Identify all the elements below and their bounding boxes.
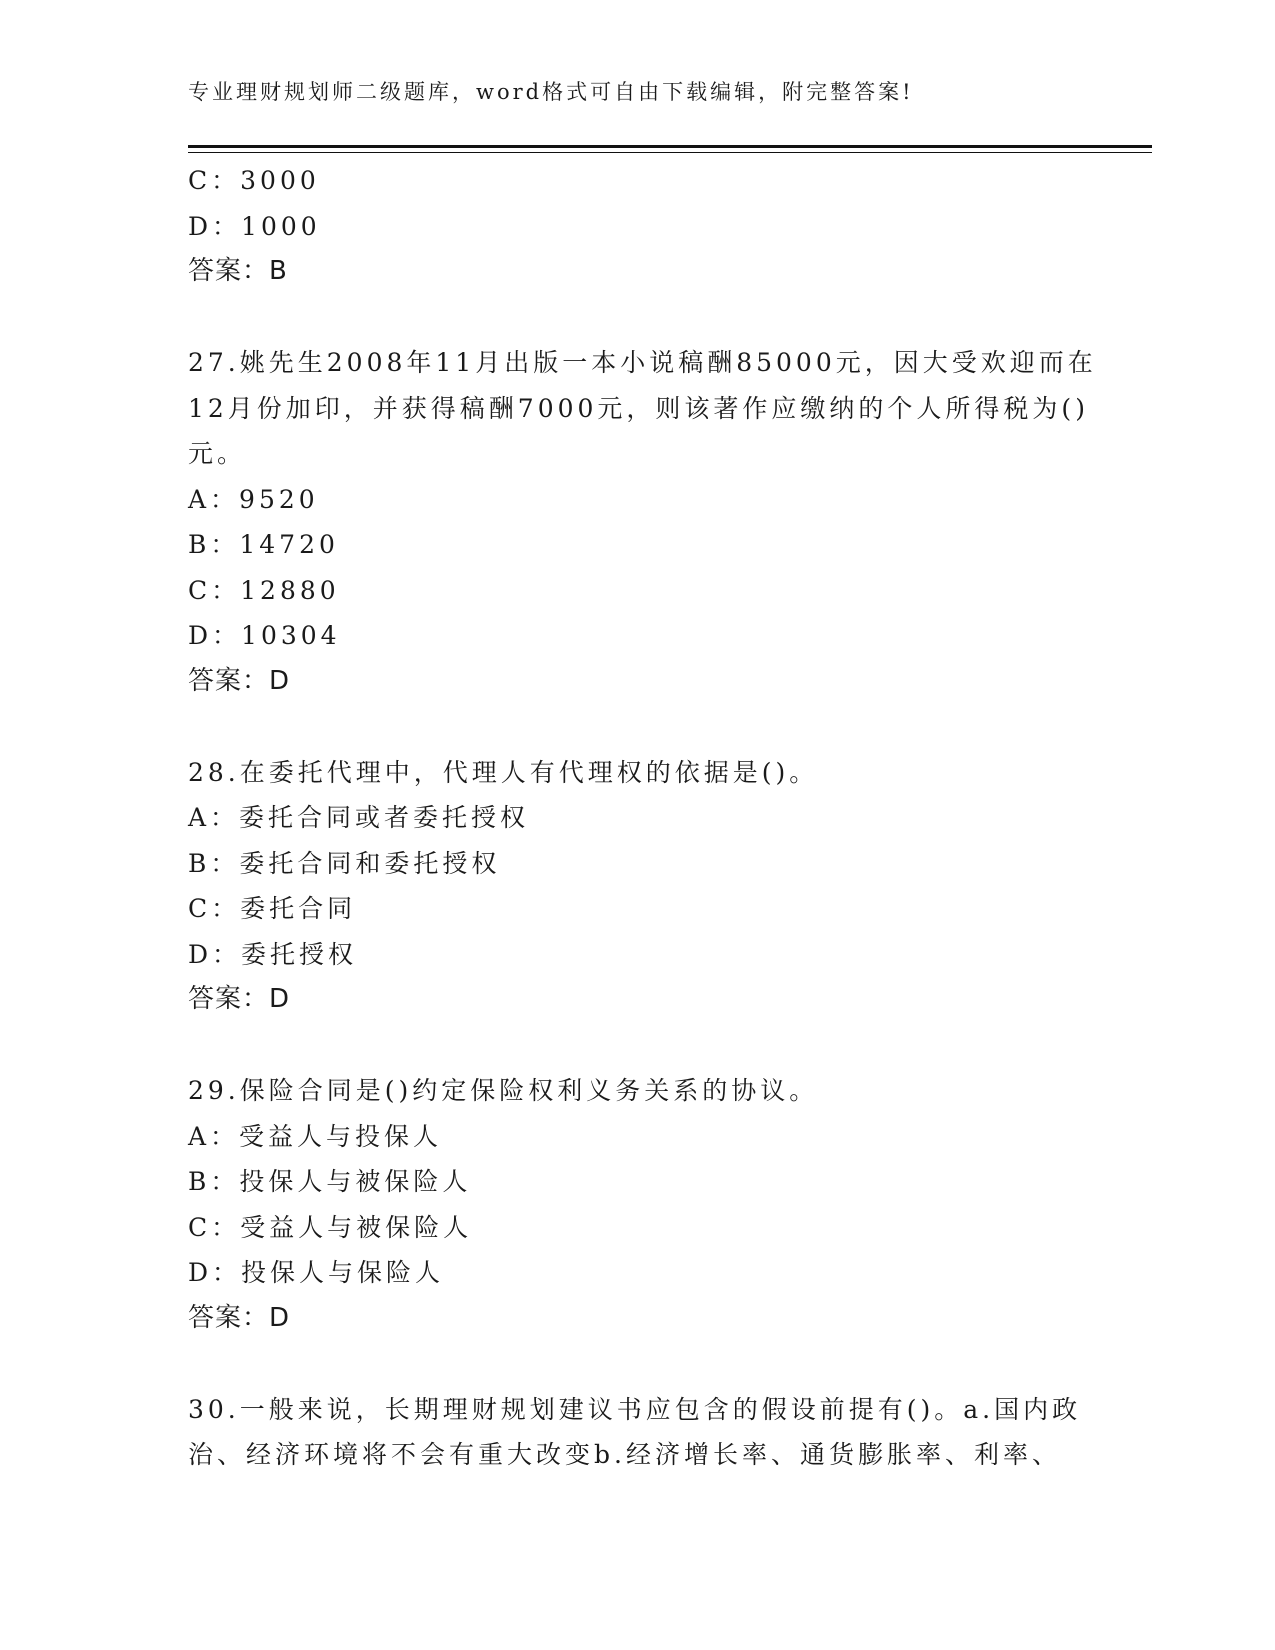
question-30 xyxy=(188,1387,1088,1478)
option-b: B：14720 xyxy=(188,530,339,559)
header-divider-thick xyxy=(188,145,1152,148)
answer-line: 答案：D xyxy=(188,665,291,696)
spacer xyxy=(188,295,1088,341)
question-stem: 27.姚先生2008年11月出版一本小说稿酬85000元，因大受欢迎而在 xyxy=(188,348,1097,377)
option-a: A：受益人与投保人 xyxy=(188,1121,443,1151)
option-d: D：10304 xyxy=(188,621,341,650)
spacer xyxy=(188,1341,1088,1387)
question-stem: 30.一般来说，长期理财规划建议书应包含的假设前提有()。a.国内政 xyxy=(188,1394,1082,1424)
question-29 xyxy=(188,1068,1088,1341)
question-stem: 12月份加印，并获得稿酬7000元，则该著作应缴纳的个人所得税为() xyxy=(188,393,1089,423)
option-c: C：12880 xyxy=(188,575,340,605)
question-stem: 28.在委托代理中，代理人有代理权的依据是()。 xyxy=(188,757,819,787)
question-27 xyxy=(188,340,1097,704)
question-stem: 29.保险合同是()约定保险权利义务关系的协议。 xyxy=(188,1076,819,1105)
question-26-continued xyxy=(188,158,1088,295)
answer-line: 答案：D xyxy=(188,1302,291,1333)
header-divider-thin xyxy=(188,152,1152,153)
option-a: A：9520 xyxy=(188,484,319,514)
header-note: 专业理财规划师二级题库，word格式可自由下载编辑，附完整答案! xyxy=(188,80,914,104)
option-d: D：委托授权 xyxy=(188,939,358,969)
question-stem: 元。 xyxy=(188,439,247,468)
option-a: A：委托合同或者委托授权 xyxy=(188,803,530,832)
option-c: C：3000 xyxy=(188,166,320,195)
spacer xyxy=(188,1023,1088,1069)
option-c: C：受益人与被保险人 xyxy=(188,1212,473,1242)
question-28 xyxy=(188,750,1088,1023)
answer-line: 答案：D xyxy=(188,984,291,1014)
document-body xyxy=(188,158,1097,1478)
question-stem: 治、经济环境将不会有重大改变b.经济增长率、通货膨胀率、利率、 xyxy=(188,1440,1061,1469)
option-c: C：委托合同 xyxy=(188,894,357,923)
option-b: B：投保人与被保险人 xyxy=(188,1167,472,1196)
option-b: B：委托合同和委托授权 xyxy=(188,848,501,878)
option-d: D：投保人与保险人 xyxy=(188,1258,445,1287)
answer-line: 答案：B xyxy=(188,256,288,286)
spacer xyxy=(188,704,1088,750)
option-d: D：1000 xyxy=(188,211,321,241)
